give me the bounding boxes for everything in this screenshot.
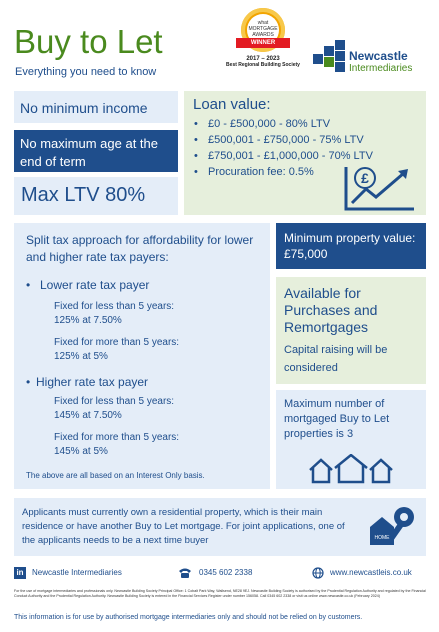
tax-intro-text: Split tax approach for affordability for lower and higher rate tax payers: (26, 233, 254, 264)
award-ring-text: what MORTGAGE AWARDS (247, 14, 279, 46)
lower-rate-title (26, 278, 260, 292)
minimum-property-box (276, 223, 426, 269)
lower-rate-less5 (54, 300, 260, 328)
loan-value-box (184, 91, 426, 215)
lower-rate-more5 (54, 336, 260, 364)
lower-rate-title-text: Lower rate tax payer (40, 278, 150, 292)
higher-rate-title-text: Higher rate tax payer (36, 375, 149, 389)
max-properties-box (276, 390, 426, 489)
higher-rate-more5 (54, 431, 260, 459)
lower-rate-less5-value: 125% at 7.50% (54, 315, 122, 326)
higher-rate-less5-value: 145% at 7.50% (54, 410, 122, 421)
max-ltv-box (14, 177, 178, 215)
no-maximum-age-box (14, 130, 178, 172)
houses-icon (308, 454, 394, 484)
lower-rate-more5-value: 125% at 5% (54, 351, 108, 362)
no-minimum-income-box (14, 91, 178, 123)
award-ribbon: WINNER (236, 38, 290, 48)
house-key-icon (364, 503, 420, 551)
available-box (276, 277, 426, 384)
globe-icon (312, 567, 324, 579)
newcastle-logo (313, 40, 433, 74)
lower-rate-less5-label: Fixed for less than 5 years: (54, 301, 175, 312)
higher-rate-title (26, 375, 260, 389)
phone-number[interactable]: 0345 602 2338 (199, 568, 253, 577)
bullet-icon: • (26, 375, 31, 389)
minimum-property-text: Minimum property value: £75,000 (284, 231, 416, 261)
higher-rate-less5-label: Fixed for less than 5 years: (54, 396, 175, 407)
tax-approach-box (14, 223, 270, 489)
growth-chart-icon (344, 165, 416, 211)
max-ltv-text: Max LTV 80% (21, 184, 146, 206)
higher-rate-more5-value: 145% at 5% (54, 446, 108, 457)
no-maximum-age-text: No maximum age at the end of term (20, 136, 159, 169)
lower-rate-more5-label: Fixed for more than 5 years: (54, 337, 180, 348)
loan-value-item: • £0 - £500,000 - 80% LTV (193, 116, 418, 132)
website-link[interactable]: www.newcastleis.co.uk (330, 568, 412, 577)
logo-text-newcastle: Newcastle (349, 49, 408, 63)
newcastle-logo-icon (313, 40, 347, 74)
page-title: Buy to Let (14, 23, 163, 60)
no-minimum-income-text: No minimum income (20, 100, 148, 116)
capital-raising-text: Capital raising will be considered (284, 344, 388, 374)
key-tag-text: HOME (374, 535, 390, 541)
loan-value-item: • Procuration fee: 0.5% (193, 164, 418, 180)
phone-icon (178, 567, 192, 579)
loan-value-item: • £750,001 - £1,000,000 - 70% LTV (193, 148, 418, 164)
higher-rate-less5 (54, 395, 260, 423)
max-properties-text: Maximum number of mortgaged Buy to Let properties is 3 (284, 398, 390, 440)
applicants-text: Applicants must currently own a residential property, which is their main residence or have another Buy to Let mortgage. For joint applications, one of the applicants needs to be a next time buyer (22, 507, 345, 546)
applicants-box (14, 498, 426, 556)
bullet-icon: • (26, 278, 31, 292)
logo-text-intermediaries: Intermediaries (349, 63, 413, 74)
loan-value-item: • £500,001 - £750,000 - 75% LTV (193, 132, 418, 148)
linkedin-link[interactable]: Newcastle Intermediaries (32, 568, 122, 577)
svg-text:£: £ (361, 170, 369, 186)
award-badge (222, 8, 304, 80)
footer-contacts (14, 567, 425, 581)
award-years: 2017 – 2023 (246, 56, 280, 62)
interest-only-note: The above are all based on an Interest Only basis. (26, 471, 205, 480)
linkedin-icon: in (14, 567, 26, 579)
page-subtitle: Everything you need to know (15, 66, 157, 78)
fine-print: For the use of mortgage intermediaries and professionals only. Newcastle Building Society Principal Office: 1 Cobalt Park Way, Wallsend, NE28 9EJ. Newcastle Building Society is authorised by the Prudential Regulation Authority and regulated by the Financial Conduct Authority and the Prudential Regulation Authority. Newcastle Building Society is entered in the Financial Services Register under number 156058. Call 0345 602 2338 or visit us online www.newcastle.co.uk (February 2024) (14, 589, 426, 598)
bottom-disclaimer: This information is for use by authorised mortgage intermediaries only and should not be relied on by customers. (14, 614, 363, 621)
loan-value-title: Loan value: (193, 96, 271, 113)
higher-rate-more5-label: Fixed for more than 5 years: (54, 432, 180, 443)
available-title: Available for Purchases and Remortgages (284, 285, 378, 335)
award-label: Best Regional Building Society (226, 62, 300, 68)
